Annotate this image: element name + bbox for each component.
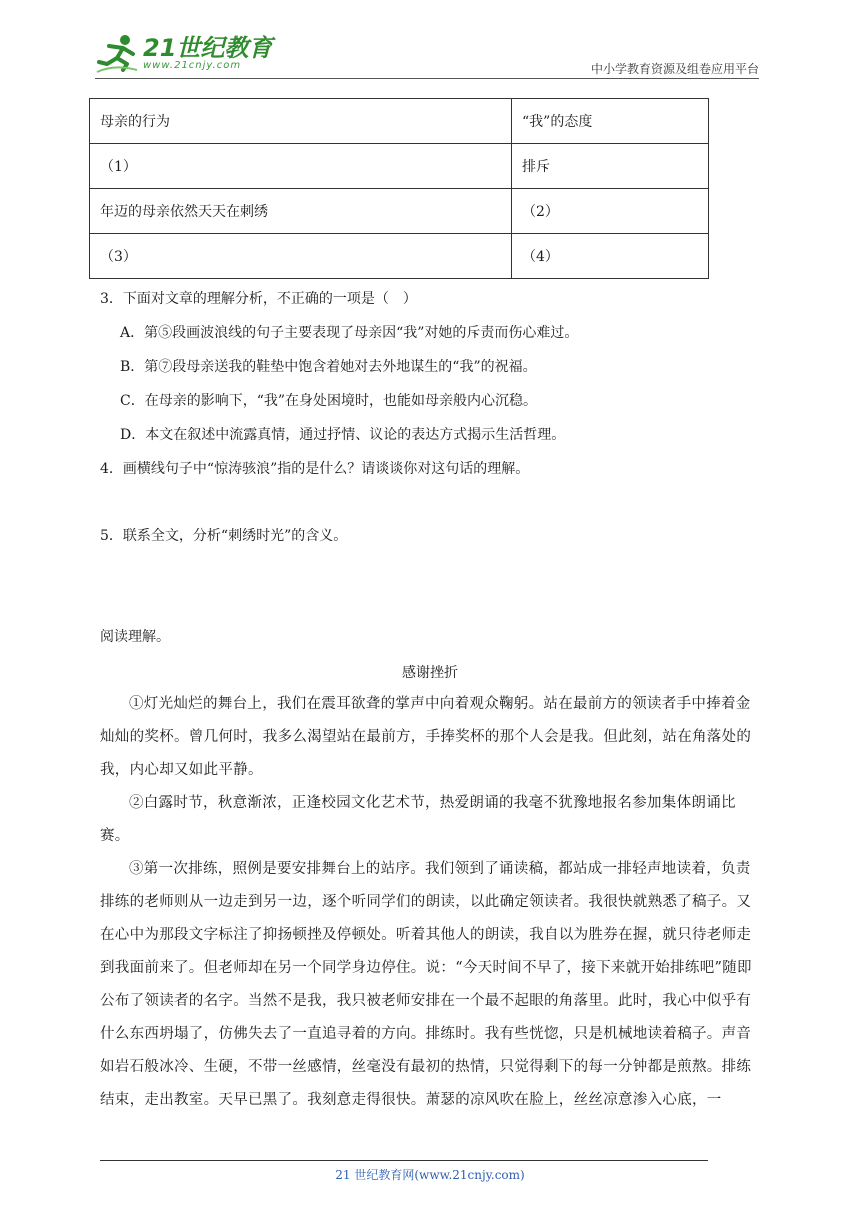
- table-cell: （1）: [90, 144, 512, 189]
- footer-divider: [100, 1160, 708, 1161]
- table-cell: （4）: [512, 234, 709, 279]
- page-header: [95, 30, 759, 80]
- question-3-stem: 3．下面对文章的理解分析，不正确的一项是（ ）: [100, 291, 417, 307]
- question-4: 4．画横线句子中“惊涛骇浪”指的是什么？请谈谈你对这句话的理解。: [100, 461, 530, 477]
- question-5: 5．联系全文，分析“刺绣时光”的含义。: [100, 528, 348, 544]
- site-tagline: 中小学教育资源及组卷应用平台: [590, 62, 759, 76]
- site-logo[interactable]: [95, 34, 272, 74]
- question-3-option-a: A．第⑤段画波浪线的句子主要表现了母亲因“我”对她的斥责而伤心难过。: [120, 325, 579, 341]
- logo-main-text: 21世纪教育: [143, 34, 273, 62]
- header-divider: [95, 78, 759, 79]
- question-3-option-d: D．本文在叙述中流露真情，通过抒情、议论的表达方式揭示生活哲理。: [120, 427, 566, 443]
- table-cell: （2）: [512, 189, 709, 234]
- footer-site-link[interactable]: 21 世纪教育网(www.21cnjy.com): [335, 1168, 525, 1182]
- question-3-option-b: B．第⑦段母亲送我的鞋垫中饱含着她对去外地谋生的“我”的祝福。: [120, 359, 537, 375]
- passage-paragraph-3: ③第一次排练，照例是要安排舞台上的站序。我们领到了诵读稿，都站成一排轻声地读着，负责排练的老师则从一边走到另一边，逐个听同学们的朗读，以此确定领读者。我很快就熟悉了稿子。又在心中为那段文字标注了抑扬顿挫及停顿处。听着其他人的朗读，我自以为胜券在握，就只待老师走到我面前来了。但老师却在另一个同学身边停住。说：“今天时间不早了，接下来就开始排练吧”随即公布了领读者的名字。当然不是我，我只被老师安排在一个最不起眼的角落里。此时，我心中似乎有什么东西坍塌了，仿佛失去了一直追寻着的方向。排练时。我有些恍惚，只是机械地读着稿子。声音如岩石般冰冷、生硬，不带一丝感情，丝毫没有最初的热情，只觉得剩下的每一分钟都是煎熬。排练结束，走出教室。天早已黑了。我刻意走得很快。萧瑟的凉风吹在脸上，丝丝凉意渗入心底，一: [100, 861, 752, 1108]
- passage-paragraph-1: ①灯光灿烂的舞台上，我们在震耳欲聋的掌声中向着观众鞠躬。站在最前方的领读者手中捧着金灿灿的奖杯。曾几何时，我多么渴望站在最前方，手捧奖杯的那个人会是我。但此刻，站在角落处的我，内心却又如此平静。: [100, 696, 752, 778]
- table-cell: 排斥: [512, 144, 709, 189]
- runner-logo-icon: [95, 34, 139, 74]
- reading-intro: 阅读理解。: [100, 629, 170, 645]
- passage-paragraph-2: ②白露时节，秋意渐浓，正逢校园文化艺术节，热爱朗诵的我毫不犹豫地报名参加集体朗诵比赛。: [100, 795, 736, 844]
- logo-url-text: www.21cnjy.com: [143, 60, 242, 71]
- table-cell: （3）: [90, 234, 512, 279]
- table-row: [90, 189, 709, 234]
- table-cell: 年迈的母亲依然天天在刺绣: [90, 189, 512, 234]
- passage-title: 感谢挫折: [402, 665, 458, 681]
- table-header-cell: “我”的态度: [512, 99, 709, 144]
- table-header-row: [90, 99, 709, 144]
- table-row: [90, 144, 709, 189]
- table-row: [90, 234, 709, 279]
- table-header-cell: 母亲的行为: [90, 99, 512, 144]
- behavior-attitude-table: [89, 98, 709, 279]
- question-3-option-c: C．在母亲的影响下，“我”在身处困境时，也能如母亲般内心沉稳。: [120, 393, 538, 409]
